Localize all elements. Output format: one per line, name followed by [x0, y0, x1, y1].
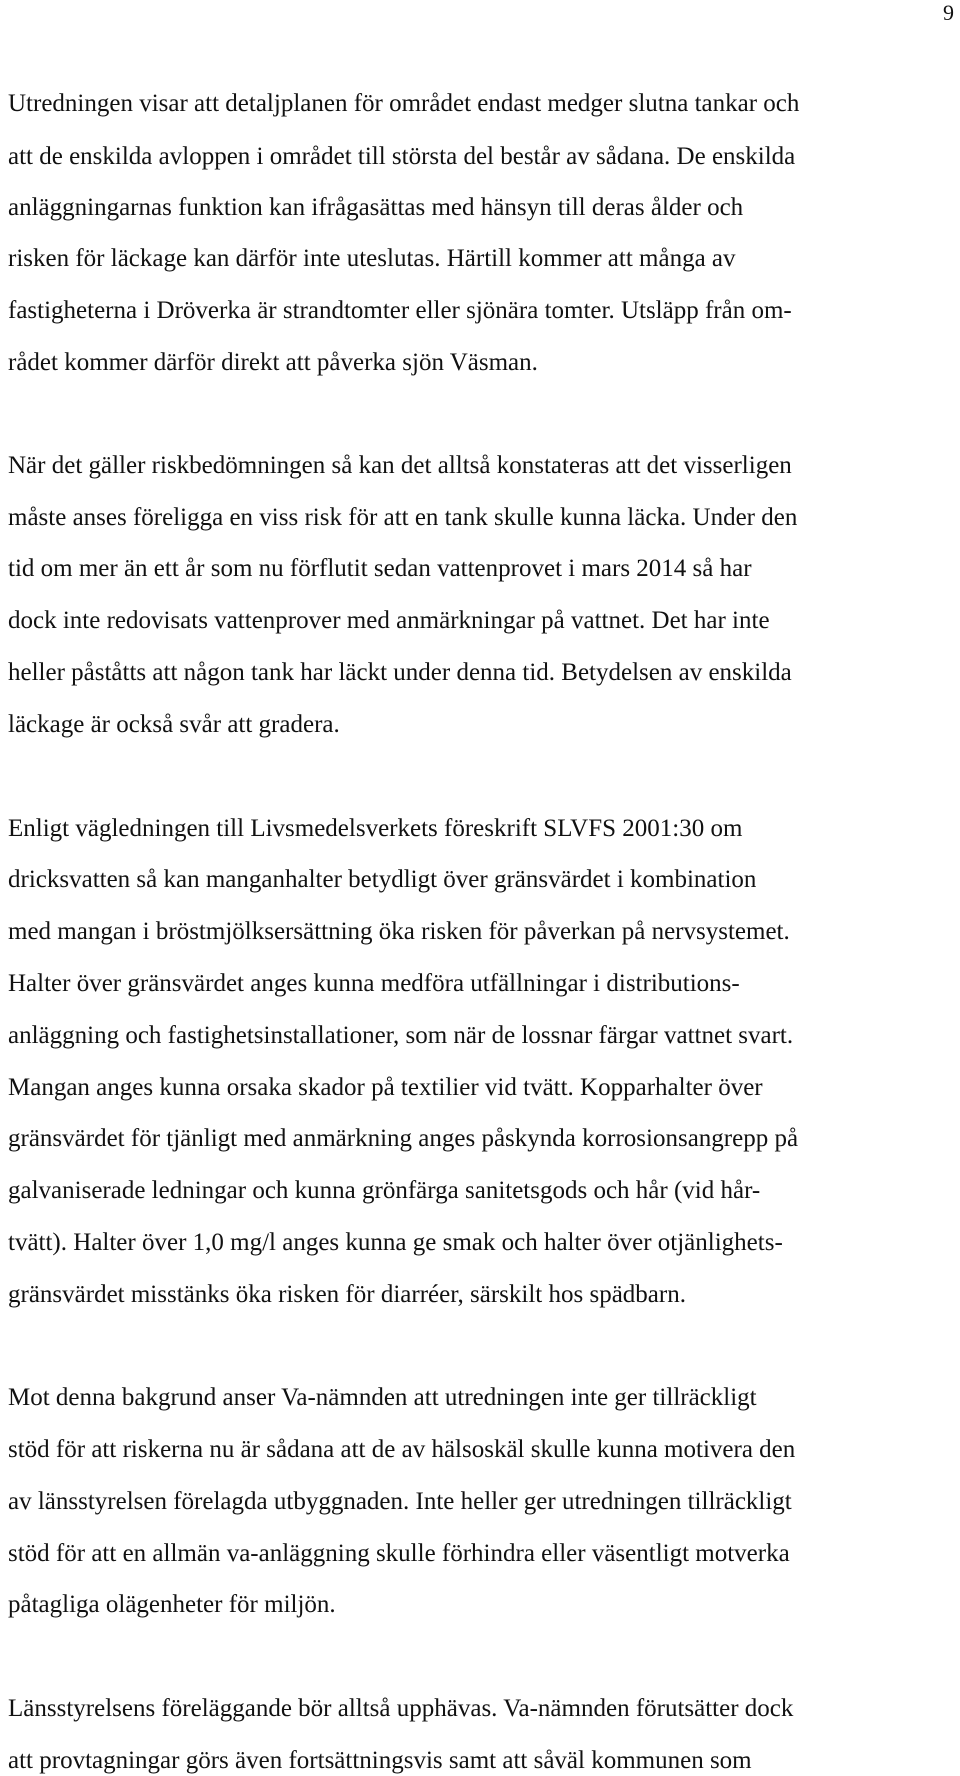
text-line: av länsstyrelsen förelagda utbyggnaden. Inte heller ger utredningen tillräckligt: [8, 1488, 792, 1515]
text-line: Enligt vägledningen till Livsmedelsverkets föreskrift SLVFS 2001:30 om: [8, 815, 743, 842]
text-line: att provtagningar görs även fortsättningsvis samt att såväl kommunen som: [8, 1747, 752, 1774]
text-line: måste anses föreligga en viss risk för att en tank skulle kunna läcka. Under den: [8, 504, 798, 531]
text-line: tvätt). Halter över 1,0 mg/l anges kunna ge smak och halter över otjänlighets-: [8, 1229, 783, 1256]
text-line: gränsvärdet för tjänligt med anmärkning anges påskynda korrosionsangrepp på: [8, 1125, 799, 1152]
text-line: rådet kommer därför direkt att påverka sjön Väsman.: [8, 349, 538, 376]
text-line: Halter över gränsvärdet anges kunna medföra utfällningar i distributions-: [8, 970, 740, 997]
text-line: tid om mer än ett år som nu förflutit sedan vattenprovet i mars 2014 så har: [8, 555, 752, 582]
text-line: läckage är också svår att gradera.: [8, 711, 340, 738]
text-line: påtagliga olägenheter för miljön.: [8, 1591, 336, 1618]
text-line: dricksvatten så kan manganhalter betydligt över gränsvärdet i kombination: [8, 866, 757, 893]
text-line: risken för läckage kan därför inte uteslutas. Härtill kommer att många av: [8, 245, 736, 272]
page-number: 9: [943, 0, 954, 25]
text-line: gränsvärdet misstänks öka risken för diarréer, särskilt hos spädbarn.: [8, 1281, 686, 1308]
text-line: När det gäller riskbedömningen så kan det alltså konstateras att det visserligen: [8, 452, 792, 479]
text-line: Mot denna bakgrund anser Va-nämnden att utredningen inte ger tillräckligt: [8, 1384, 757, 1411]
text-line: anläggning och fastighetsinstallationer, som när de lossnar färgar vattnet svart.: [8, 1022, 794, 1049]
text-line: dock inte redovisats vattenprover med anmärkningar på vattnet. Det har inte: [8, 607, 770, 634]
text-line: anläggningarnas funktion kan ifrågasättas med hänsyn till deras ålder och: [8, 194, 744, 221]
text-line: heller påståtts att någon tank har läckt under denna tid. Betydelsen av enskilda: [8, 659, 792, 686]
text-line: stöd för att riskerna nu är sådana att de av hälsoskäl skulle kunna motivera den: [8, 1436, 796, 1463]
text-line: att de enskilda avloppen i området till största del består av sådana. De enskilda: [8, 143, 796, 170]
text-line: Utredningen visar att detaljplanen för området endast medger slutna tankar och: [8, 90, 800, 117]
text-line: med mangan i bröstmjölksersättning öka risken för påverkan på nervsystemet.: [8, 918, 790, 945]
text-line: Länsstyrelsens föreläggande bör alltså upphävas. Va-nämnden förutsätter dock: [8, 1695, 794, 1722]
text-line: stöd för att en allmän va-anläggning skulle förhindra eller väsentligt motverka: [8, 1540, 790, 1567]
text-line: fastigheterna i Dröverka är strandtomter eller sjönära tomter. Utsläpp från om-: [8, 297, 792, 324]
text-line: Mangan anges kunna orsaka skador på textilier vid tvätt. Kopparhalter över: [8, 1074, 763, 1101]
text-line: galvaniserade ledningar och kunna grönfärga sanitetsgods och hår (vid hår-: [8, 1177, 761, 1204]
